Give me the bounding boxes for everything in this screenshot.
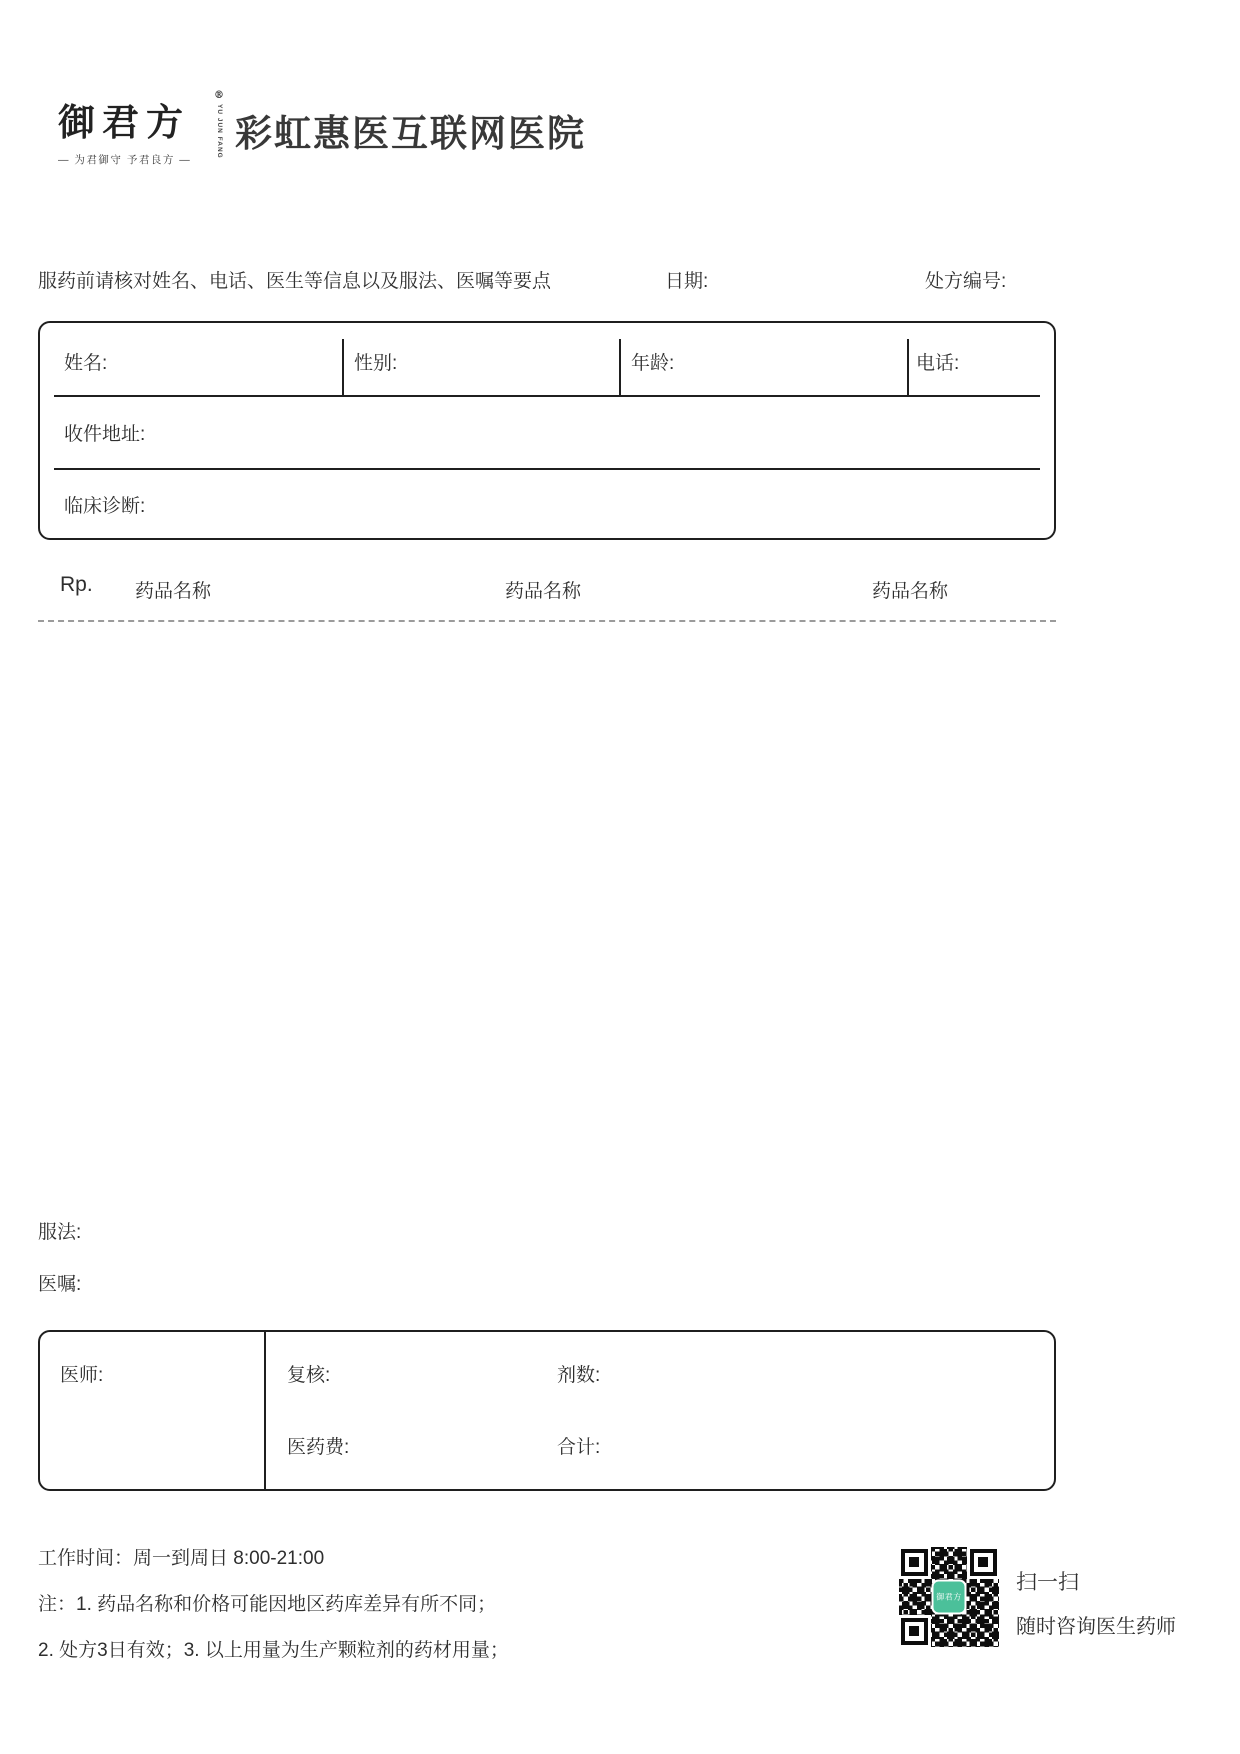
qr-finder-bottom-left — [901, 1618, 928, 1645]
doses-label: 剂数: — [557, 1365, 601, 1386]
doctor-advice-label: 医嘱: — [38, 1274, 82, 1295]
age-label: 年龄: — [631, 353, 675, 374]
brand-logo — [58, 90, 224, 167]
brand-logo-text — [58, 90, 224, 159]
scan-label: 扫一扫 — [1016, 1571, 1079, 1594]
diagnosis-label: 临床诊断: — [64, 496, 146, 517]
footnote-line-2: 2. 处方3日有效；3. 以上用量为生产颗粒剂的药材用量； — [38, 1640, 509, 1661]
qr-code — [898, 1546, 1000, 1648]
qr-finder-top-right — [970, 1549, 997, 1576]
doctor-label: 医师: — [60, 1365, 104, 1386]
qr-code-pattern — [899, 1547, 999, 1647]
rp-label: Rp. — [60, 573, 93, 596]
prescription-number-label: 处方编号: — [925, 271, 1007, 292]
patient-info-box — [38, 321, 1056, 540]
drug-name-header-1: 药品名称 — [135, 581, 212, 602]
name-label: 姓名: — [64, 353, 108, 374]
scan-hint: 随时咨询医生药师 — [1016, 1616, 1176, 1638]
footnote-line-1: 注：1. 药品名称和价格可能因地区药库差异有所不同； — [38, 1594, 497, 1615]
drug-name-header-2: 药品名称 — [505, 581, 582, 602]
drug-name-header-3: 药品名称 — [872, 581, 949, 602]
row-divider-1 — [54, 395, 1040, 397]
phone-label: 电话: — [916, 353, 960, 374]
divider-gender — [342, 339, 344, 395]
brand-tagline: — 为君御守 予君良方 — — [58, 154, 192, 166]
usage-label: 服法: — [38, 1222, 82, 1243]
dashed-separator — [38, 620, 1056, 622]
doctor-cell-divider — [264, 1332, 266, 1489]
registered-trademark-icon: ® — [214, 90, 224, 101]
verification-notice: 服药前请核对姓名、电话、医生等信息以及服法、医嘱等要点 — [38, 271, 552, 292]
divider-phone — [907, 339, 909, 395]
qr-center-logo: 御君方 — [932, 1580, 967, 1615]
brand-name: 御君方 — [58, 100, 190, 144]
review-label: 复核: — [287, 1365, 331, 1386]
medicine-fee-label: 医药费: — [287, 1437, 350, 1458]
brand-pinyin-vertical: YU JUN FANG — [216, 104, 223, 159]
gender-label: 性别: — [354, 353, 398, 374]
date-label: 日期: — [665, 271, 709, 292]
signature-summary-box — [38, 1330, 1056, 1491]
divider-age — [619, 339, 621, 395]
total-label: 合计: — [557, 1437, 601, 1458]
working-hours: 工作时间：周一到周日 8:00-21:00 — [38, 1548, 325, 1569]
address-label: 收件地址: — [64, 424, 146, 445]
qr-finder-top-left — [901, 1549, 928, 1576]
hospital-title: 彩虹惠医互联网医院 — [235, 112, 586, 155]
row-divider-2 — [54, 468, 1040, 470]
